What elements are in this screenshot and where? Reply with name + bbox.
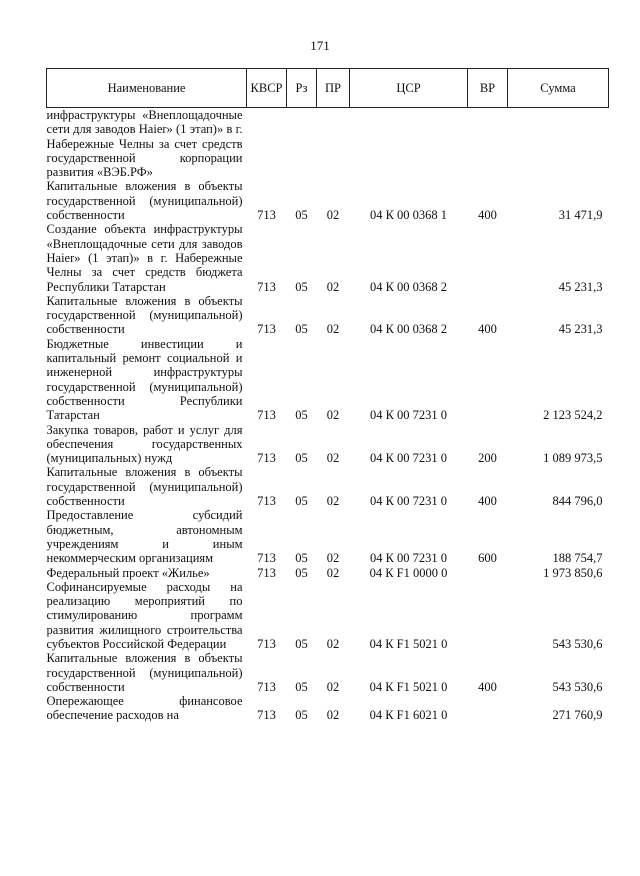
row-name: Федеральный проект «Жилье» xyxy=(46,565,210,580)
header-pr: ПР xyxy=(317,69,350,108)
row-sum: 1 089 973,5 xyxy=(543,451,603,466)
table-body xyxy=(47,108,609,723)
row-rz: 05 xyxy=(295,279,308,294)
row-vr xyxy=(468,108,508,180)
row-name: Бюджетные инвестиции и капитальный ремонт социальной и инженерной инфраструктуры государственной (муниципальной) собственности Республики Татарстан xyxy=(46,336,243,423)
row-pr: 02 xyxy=(326,208,340,223)
table-header-row xyxy=(47,69,609,108)
row-csr: 04 К F1 5021 0 xyxy=(369,636,448,651)
row-pr: 02 xyxy=(326,279,340,294)
row-rz: 05 xyxy=(295,636,308,651)
table-row xyxy=(47,580,609,651)
row-sum: 1 973 850,6 xyxy=(543,565,603,580)
row-kvsr: 713 xyxy=(257,208,276,223)
row-vr xyxy=(468,580,508,651)
row-kvsr: 713 xyxy=(257,679,276,694)
row-sum: 31 471,9 xyxy=(558,208,603,223)
row-pr: 02 xyxy=(326,451,340,466)
row-name: Создание объекта инфраструктуры «Внеплощадочные сети для заводов Haier» (1 этап)» в г. Набережные Челны за счет средств бюджета Республики Татарстан xyxy=(46,222,243,294)
table-row xyxy=(47,222,609,293)
row-vr xyxy=(468,222,508,293)
row-name: Капитальные вложения в объекты государственной (муниципальной) собственности xyxy=(46,179,243,223)
row-rz: 05 xyxy=(295,322,308,337)
row-name: Опережающее финансовое обеспечение расходов на xyxy=(46,694,243,723)
row-vr xyxy=(468,566,508,580)
budget-table xyxy=(46,68,608,723)
row-name: Капитальные вложения в объекты государственной (муниципальной) собственности xyxy=(46,293,243,337)
row-kvsr: 713 xyxy=(257,322,276,337)
header-rz: Рз xyxy=(287,69,317,108)
row-sum: 2 123 524,2 xyxy=(543,408,603,423)
row-sum xyxy=(508,108,609,180)
row-csr xyxy=(350,108,468,180)
row-csr: 04 К F1 6021 0 xyxy=(369,708,448,723)
table-row xyxy=(47,108,609,180)
row-csr: 04 К F1 0000 0 xyxy=(369,565,448,580)
row-vr: 200 xyxy=(478,451,497,466)
row-vr xyxy=(468,337,508,423)
row-rz: 05 xyxy=(295,679,308,694)
table-row xyxy=(47,179,609,222)
table-row xyxy=(47,566,609,580)
row-sum: 45 231,3 xyxy=(558,322,603,337)
row-csr: 04 К 00 0368 1 xyxy=(369,208,448,223)
row-pr xyxy=(317,108,350,180)
row-kvsr: 713 xyxy=(257,408,276,423)
row-kvsr: 713 xyxy=(257,708,276,723)
row-csr: 04 К 00 0368 2 xyxy=(369,322,448,337)
row-pr: 02 xyxy=(326,408,340,423)
header-csr: ЦСР xyxy=(350,69,468,108)
row-name: инфраструктуры «Внеплощадочные сети для заводов Haier» (1 этап)» в г. Набережные Челны за счет средств государственной корпорации развития «ВЭБ.РФ» xyxy=(46,108,243,180)
row-name: Закупка товаров, работ и услуг для обеспечения государственных (муниципальных) нужд xyxy=(46,422,243,466)
row-rz: 05 xyxy=(295,451,308,466)
row-vr: 400 xyxy=(478,494,497,509)
row-pr: 02 xyxy=(326,322,340,337)
row-csr: 04 К 00 7231 0 xyxy=(369,408,448,423)
row-pr: 02 xyxy=(326,679,340,694)
row-sum: 543 530,6 xyxy=(552,679,603,694)
row-rz: 05 xyxy=(295,408,308,423)
row-pr: 02 xyxy=(326,565,340,580)
table-row xyxy=(47,651,609,694)
row-rz: 05 xyxy=(295,208,308,223)
row-sum: 844 796,0 xyxy=(552,494,603,509)
row-sum: 45 231,3 xyxy=(558,279,603,294)
header-sum: Сумма xyxy=(508,69,609,108)
row-rz xyxy=(287,108,317,180)
row-rz: 05 xyxy=(295,551,308,566)
row-kvsr: 713 xyxy=(257,494,276,509)
row-kvsr: 713 xyxy=(257,565,276,580)
table-row xyxy=(47,294,609,337)
row-rz: 05 xyxy=(295,494,308,509)
table-row xyxy=(47,508,609,565)
row-csr: 04 К 00 7231 0 xyxy=(369,494,448,509)
row-vr: 600 xyxy=(478,551,497,566)
row-pr: 02 xyxy=(326,494,340,509)
row-name: Софинансируемые расходы на реализацию мероприятий по стимулированию программ развития жилищного строительства субъектов Российской Федерации xyxy=(46,579,243,651)
row-sum: 271 760,9 xyxy=(552,708,603,723)
table-row xyxy=(47,337,609,423)
page-number: 171 xyxy=(310,38,330,53)
row-sum: 543 530,6 xyxy=(552,636,603,651)
row-name: Предоставление субсидий бюджетным, автономным учреждениям и иным некоммерческим организациям xyxy=(46,508,243,566)
row-vr: 400 xyxy=(478,322,497,337)
row-kvsr: 713 xyxy=(257,451,276,466)
header-vr: ВР xyxy=(468,69,508,108)
row-csr: 04 К 00 7231 0 xyxy=(369,551,448,566)
table-row xyxy=(47,694,609,723)
row-vr: 400 xyxy=(478,679,497,694)
row-kvsr: 713 xyxy=(257,551,276,566)
row-pr: 02 xyxy=(326,708,340,723)
row-kvsr: 713 xyxy=(257,636,276,651)
row-name: Капитальные вложения в объекты государственной (муниципальной) собственности xyxy=(46,465,243,509)
row-rz: 05 xyxy=(295,708,308,723)
table-row xyxy=(47,465,609,508)
row-pr: 02 xyxy=(326,551,340,566)
header-kvsr: КВСР xyxy=(247,69,287,108)
row-csr: 04 К F1 5021 0 xyxy=(369,679,448,694)
row-vr xyxy=(468,694,508,723)
row-sum: 188 754,7 xyxy=(552,551,603,566)
row-rz: 05 xyxy=(295,565,308,580)
row-csr: 04 К 00 7231 0 xyxy=(369,451,448,466)
table-row xyxy=(47,423,609,466)
row-kvsr xyxy=(247,108,287,180)
row-pr: 02 xyxy=(326,636,340,651)
row-vr: 400 xyxy=(478,208,497,223)
row-csr: 04 К 00 0368 2 xyxy=(369,279,448,294)
header-name: Наименование xyxy=(47,69,247,108)
row-name: Капитальные вложения в объекты государственной (муниципальной) собственности xyxy=(46,651,243,694)
row-kvsr: 713 xyxy=(257,279,276,294)
